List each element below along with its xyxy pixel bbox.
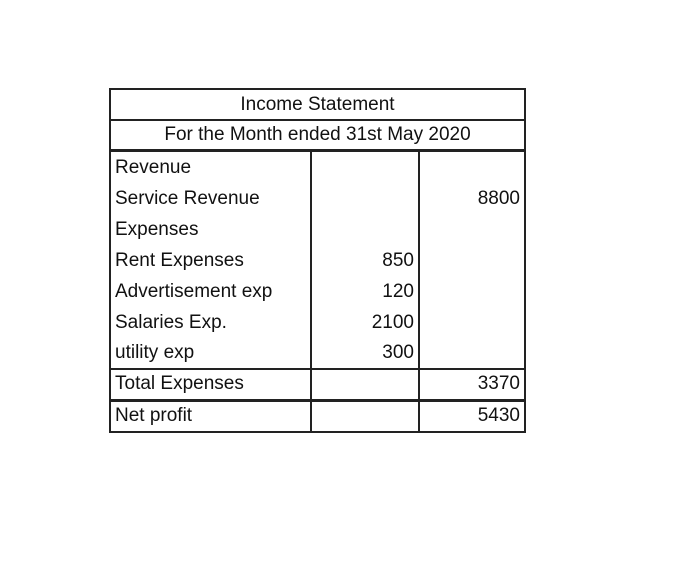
row-detail-amount: 2100 bbox=[311, 307, 419, 338]
table-row bbox=[111, 369, 524, 400]
row-label: Salaries Exp. bbox=[115, 311, 227, 333]
table-row bbox=[111, 214, 524, 245]
table-row bbox=[111, 183, 524, 214]
row-total-amount: 8800 bbox=[477, 187, 520, 209]
row-detail-amount: 300 bbox=[311, 338, 419, 369]
row-total-amount bbox=[419, 307, 524, 338]
row-label: Revenue bbox=[115, 156, 192, 178]
row-label: Expenses bbox=[115, 218, 199, 240]
table-row bbox=[111, 152, 524, 183]
row-label: Rent Expenses bbox=[115, 249, 244, 271]
row-detail-amount bbox=[311, 400, 419, 431]
row-label: Advertisement exp bbox=[115, 280, 273, 302]
income-statement-table bbox=[109, 88, 526, 433]
row-total-amount bbox=[419, 152, 524, 183]
row-label: Service Revenue bbox=[115, 187, 260, 209]
row-detail-amount bbox=[311, 214, 419, 245]
row-detail-amount: 850 bbox=[311, 245, 419, 276]
statement-title: Income Statement bbox=[111, 90, 524, 121]
row-detail-amount bbox=[311, 369, 419, 400]
row-detail-amount bbox=[311, 152, 419, 183]
table-row bbox=[111, 400, 524, 431]
statement-body bbox=[111, 152, 524, 431]
table-row bbox=[111, 245, 524, 276]
row-total-amount bbox=[419, 214, 524, 245]
row-detail-amount: 120 bbox=[311, 276, 419, 307]
row-label: utility exp bbox=[115, 342, 195, 363]
row-label: Net profit bbox=[111, 400, 311, 431]
row-total-amount bbox=[419, 338, 524, 369]
statement-period: For the Month ended 31st May 2020 bbox=[111, 121, 524, 152]
row-total-amount bbox=[419, 276, 524, 307]
row-label: Total Expenses bbox=[111, 369, 311, 400]
table-row bbox=[111, 338, 524, 369]
row-total-amount: 3370 bbox=[419, 369, 524, 400]
row-total-amount: 5430 bbox=[419, 400, 524, 431]
table-row bbox=[111, 307, 524, 338]
row-detail-amount bbox=[311, 183, 419, 214]
row-total-amount bbox=[419, 245, 524, 276]
table-row bbox=[111, 276, 524, 307]
